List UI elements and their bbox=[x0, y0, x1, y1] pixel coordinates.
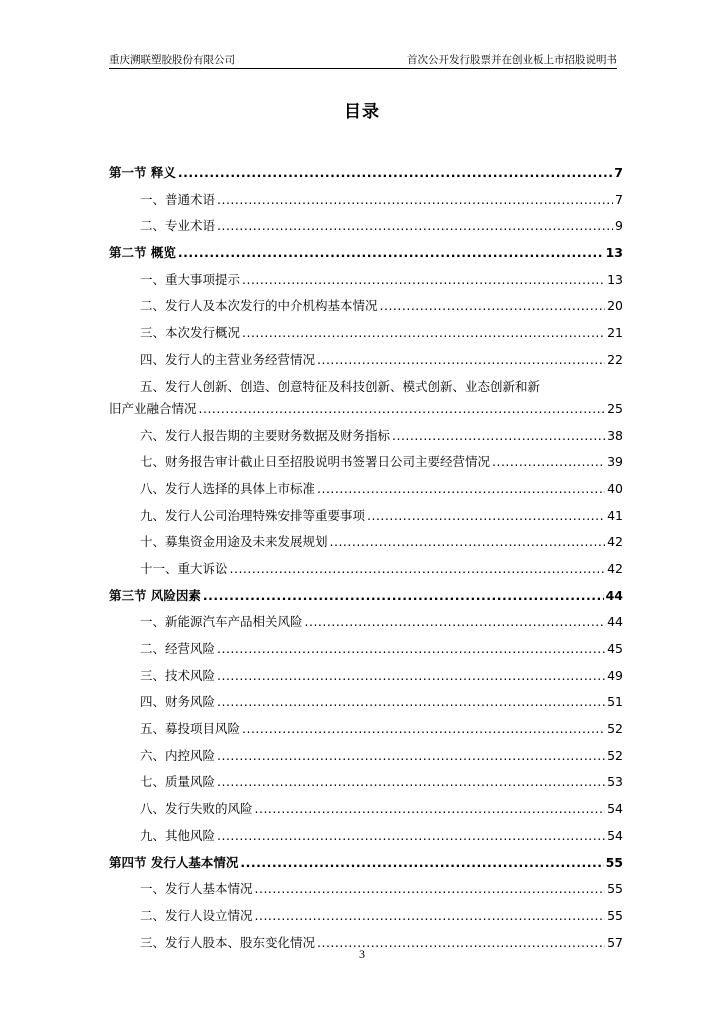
toc-dot-leader bbox=[178, 240, 604, 267]
toc-page-number: 54 bbox=[607, 801, 623, 817]
toc-entry-title: 一、新能源汽车产品相关风险 bbox=[140, 614, 303, 630]
toc-page-number: 20 bbox=[607, 298, 623, 314]
toc-section-entry[interactable] bbox=[109, 503, 623, 530]
toc-entry-title: 三、发行人股本、股东变化情况 bbox=[140, 934, 316, 950]
toc-section-entry[interactable] bbox=[109, 903, 623, 930]
toc-section-entry[interactable] bbox=[109, 609, 623, 636]
toc-chapter-entry[interactable] bbox=[109, 850, 623, 877]
toc-dot-leader bbox=[230, 556, 606, 583]
toc-entry-title: 第四节 发行人基本情况 bbox=[109, 854, 239, 870]
toc-dot-leader bbox=[217, 769, 605, 796]
toc-dot-leader bbox=[242, 320, 605, 347]
toc-section-entry[interactable] bbox=[109, 636, 623, 663]
toc-chapter-entry[interactable] bbox=[109, 583, 623, 610]
toc-dot-leader bbox=[255, 903, 606, 930]
toc-dot-leader bbox=[178, 160, 612, 187]
toc-entry-title: 一、普通术语 bbox=[140, 191, 216, 207]
toc-section-entry[interactable] bbox=[109, 689, 623, 716]
toc-entry-title: 六、发行人报告期的主要财务数据及财务指标 bbox=[140, 427, 391, 443]
toc-section-entry[interactable] bbox=[109, 423, 623, 450]
toc-entry-title: 三、技术风险 bbox=[140, 667, 216, 683]
toc-dot-leader bbox=[217, 743, 605, 770]
toc-entry-title: 二、专业术语 bbox=[140, 218, 216, 234]
toc-dot-leader bbox=[392, 423, 605, 450]
toc-page-number: 52 bbox=[607, 721, 623, 737]
toc-dot-leader bbox=[217, 187, 613, 214]
toc-dot-leader bbox=[380, 293, 606, 320]
toc-page-number: 42 bbox=[607, 560, 623, 576]
toc-section-entry[interactable] bbox=[109, 796, 623, 823]
toc-dot-leader bbox=[203, 583, 604, 610]
toc-chapter-entry[interactable] bbox=[109, 240, 623, 267]
toc-chapter-entry[interactable] bbox=[109, 160, 623, 187]
toc-dot-leader bbox=[217, 663, 605, 690]
toc-section-entry[interactable] bbox=[109, 769, 623, 796]
toc-page-number: 55 bbox=[605, 854, 623, 870]
toc-entry-title: 五、发行人创新、创造、创意特征及科技创新、模式创新、业态创新和新 bbox=[140, 378, 541, 394]
toc-section-entry[interactable] bbox=[109, 376, 623, 420]
toc-entry-title-continued: 旧产业融合情况 bbox=[109, 400, 197, 416]
toc-page-number: 52 bbox=[607, 747, 623, 763]
toc-page-number: 54 bbox=[607, 827, 623, 843]
toc-entry-title: 第三节 风险因素 bbox=[109, 587, 201, 603]
toc-dot-leader bbox=[217, 823, 605, 850]
toc-entry-title: 四、发行人的主营业务经营情况 bbox=[140, 351, 316, 367]
toc-dot-leader bbox=[367, 503, 605, 530]
toc-page-number: 13 bbox=[607, 271, 623, 287]
toc-page-number: 49 bbox=[607, 667, 623, 683]
toc-dot-leader bbox=[217, 636, 605, 663]
toc-page-number: 21 bbox=[607, 325, 623, 341]
toc-section-entry[interactable] bbox=[109, 347, 623, 374]
toc-dot-leader bbox=[242, 267, 605, 294]
toc-entry-title: 五、募投项目风险 bbox=[140, 721, 241, 737]
toc-entry-title: 三、本次发行概况 bbox=[140, 325, 241, 341]
toc-page-number: 7 bbox=[615, 191, 623, 207]
toc-section-entry[interactable] bbox=[109, 293, 623, 320]
toc-section-entry[interactable] bbox=[109, 823, 623, 850]
page-title: 目录 bbox=[344, 102, 380, 122]
toc-page-number: 22 bbox=[607, 351, 623, 367]
toc-dot-leader bbox=[217, 689, 605, 716]
toc-entry-title: 八、发行人选择的具体上市标准 bbox=[140, 480, 316, 496]
toc-page-number: 42 bbox=[607, 534, 623, 550]
toc-page-number: 53 bbox=[607, 774, 623, 790]
toc-section-entry[interactable] bbox=[109, 187, 623, 214]
toc-page-number: 13 bbox=[605, 245, 623, 261]
toc-section-entry[interactable] bbox=[109, 876, 623, 903]
toc-entry-title: 二、发行人及本次发行的中介机构基本情况 bbox=[140, 298, 378, 314]
toc-page-number: 57 bbox=[607, 934, 623, 950]
toc-section-entry[interactable] bbox=[109, 267, 623, 294]
toc-entry-title: 第一节 释义 bbox=[109, 165, 176, 180]
toc-entry-title: 二、经营风险 bbox=[140, 641, 216, 656]
toc-page-number: 38 bbox=[607, 427, 623, 443]
toc-dot-leader bbox=[317, 476, 605, 503]
toc-entry-title: 十、募集资金用途及未来发展规划 bbox=[140, 534, 328, 550]
header-document-title: 首次公开发行股票并在创业板上市招股说明书 bbox=[407, 54, 617, 66]
toc-page-number: 55 bbox=[607, 881, 623, 897]
toc-dot-leader bbox=[217, 213, 613, 240]
toc-section-entry[interactable] bbox=[109, 449, 623, 476]
toc-section-entry[interactable] bbox=[109, 476, 623, 503]
toc-page-number: 55 bbox=[607, 907, 623, 923]
toc-section-entry[interactable] bbox=[109, 213, 623, 240]
page-number: 3 bbox=[359, 947, 365, 961]
toc-dot-leader bbox=[255, 796, 606, 823]
toc-entry-title: 四、财务风险 bbox=[140, 694, 216, 710]
toc-entry-title: 二、发行人设立情况 bbox=[140, 907, 253, 923]
toc-page-number: 44 bbox=[605, 587, 623, 603]
toc-section-entry[interactable] bbox=[109, 320, 623, 347]
toc-dot-leader bbox=[240, 850, 603, 877]
toc-page-number: 25 bbox=[607, 400, 623, 416]
toc-entry-title: 六、内控风险 bbox=[140, 747, 216, 763]
toc-dot-leader bbox=[242, 716, 605, 743]
toc-page-number: 9 bbox=[615, 218, 623, 234]
toc-page-number: 51 bbox=[607, 694, 623, 710]
toc-dot-leader bbox=[305, 609, 606, 636]
toc-entry-title: 七、质量风险 bbox=[140, 774, 216, 790]
toc-entry-title: 十一、重大诉讼 bbox=[140, 560, 228, 576]
toc-page-number: 44 bbox=[607, 614, 623, 630]
header-company-name: 重庆溯联塑胶股份有限公司 bbox=[109, 54, 235, 66]
toc-entry-title: 九、发行人公司治理特殊安排等重要事项 bbox=[140, 507, 366, 523]
toc-dot-leader bbox=[199, 398, 606, 420]
toc-entry-title: 第二节 概览 bbox=[109, 245, 176, 261]
toc-entry-title: 七、财务报告审计截止日至招股说明书签署日公司主要经营情况 bbox=[140, 454, 491, 470]
toc-entry-title: 九、其他风险 bbox=[140, 827, 216, 843]
toc-entry-title: 一、重大事项提示 bbox=[140, 271, 241, 287]
table-of-contents bbox=[109, 160, 623, 956]
page-header bbox=[109, 50, 617, 69]
toc-section-entry[interactable] bbox=[109, 663, 623, 690]
toc-page-number: 39 bbox=[607, 454, 623, 470]
toc-dot-leader bbox=[317, 347, 605, 374]
toc-entry-title: 八、发行失败的风险 bbox=[140, 801, 253, 817]
toc-dot-leader bbox=[255, 876, 606, 903]
toc-page-number: 41 bbox=[607, 507, 623, 523]
toc-section-entry[interactable] bbox=[109, 743, 623, 770]
toc-entry-title: 一、发行人基本情况 bbox=[140, 881, 253, 897]
toc-section-entry[interactable] bbox=[109, 529, 623, 556]
toc-section-entry[interactable] bbox=[109, 716, 623, 743]
toc-page-number: 7 bbox=[614, 165, 623, 180]
toc-page-number: 45 bbox=[607, 641, 623, 656]
toc-page-number: 40 bbox=[607, 480, 623, 496]
toc-dot-leader bbox=[492, 449, 605, 476]
toc-dot-leader bbox=[330, 529, 606, 556]
toc-section-entry[interactable] bbox=[109, 556, 623, 583]
